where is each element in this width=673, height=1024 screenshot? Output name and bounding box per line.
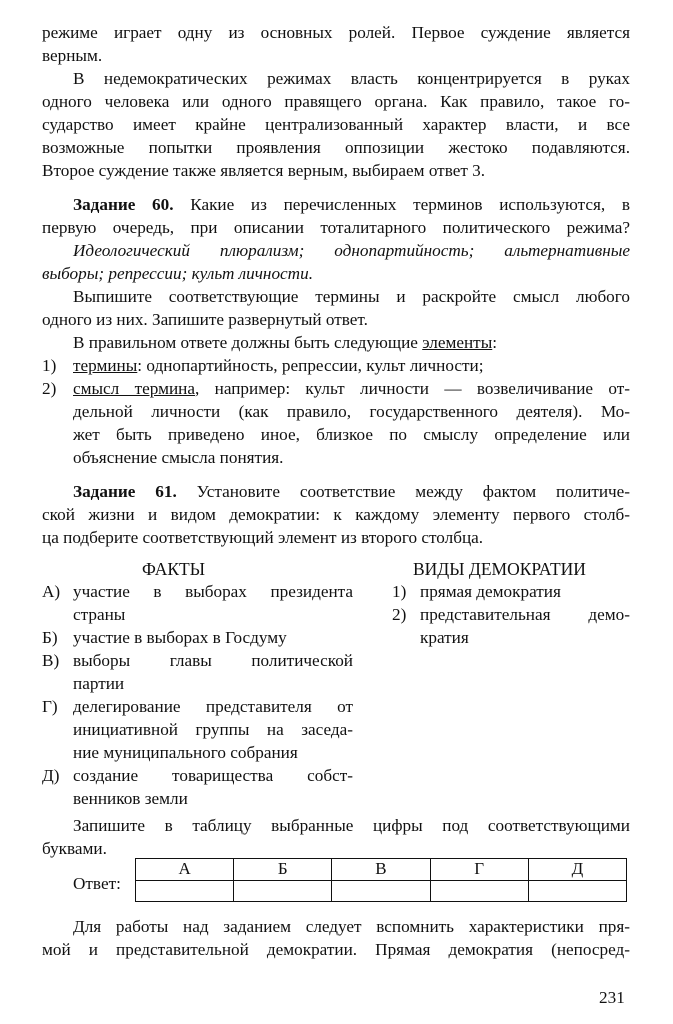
- text-line: одного человека или одного правящего органа. Как правило, такое го-: [42, 92, 630, 111]
- text-line: первую очередь, при описании тоталитарного политического режима?: [42, 218, 630, 237]
- task-61-question-line: Задание 61. Установите соответствие между фактом политиче-: [73, 482, 631, 501]
- task-61-label: Задание 61.: [73, 482, 177, 501]
- terms-line: выборы; репрессии; культ личности.: [42, 264, 313, 283]
- fact-text: участие в выборах президента: [73, 582, 353, 601]
- type-text: кратия: [420, 628, 469, 647]
- fact-letter: А): [42, 582, 61, 601]
- answer-table: [135, 858, 627, 902]
- text-line: режиме играет одну из основных ролей. Первое суждение является: [42, 23, 630, 42]
- task-60-question-line: Задание 60. Какие из перечисленных терминов используются, в: [73, 195, 630, 214]
- fact-text: ние муниципального собрания: [73, 743, 298, 762]
- answer-header-cell: Г: [430, 859, 528, 881]
- text-line: одного из них. Запишите развернутый ответ.: [42, 310, 368, 329]
- text-line: верным.: [42, 46, 103, 65]
- list-item: термины: однопартийность, репрессии, культ личности;: [73, 356, 484, 375]
- list-item: смысл термина, например: культ личности — возвеличивание от-: [73, 379, 630, 398]
- text-line: Второе суждение также является верным, выбираем ответ 3.: [42, 161, 486, 180]
- answer-cell[interactable]: [234, 880, 332, 902]
- fact-text: участие в выборах в Госдуму: [73, 628, 287, 647]
- elements-line: В правильном ответе должны быть следующие элементы:: [73, 333, 498, 352]
- fact-letter: Г): [42, 697, 58, 716]
- fact-letter: Б): [42, 628, 58, 647]
- list-number: 2): [42, 379, 57, 398]
- type-number: 1): [392, 582, 407, 601]
- fact-text: партии: [73, 674, 125, 693]
- text-line: дельной личности (как правило, государственного деятеля). Мо-: [73, 402, 630, 421]
- task-60-label: Задание 60.: [73, 195, 174, 214]
- text-line: мой и представительной демократии. Прямая демократия (непосред-: [42, 940, 630, 959]
- text-line: Выпишите соответствующие термины и раскройте смысл любого: [73, 287, 630, 306]
- facts-header: ФАКТЫ: [142, 559, 205, 579]
- text-line: сударство имеет крайне централизованный характер власти, и все: [42, 115, 630, 134]
- answer-cell[interactable]: [332, 880, 430, 902]
- text-line: жет быть приведено иное, близкое по смыслу определение или: [73, 425, 630, 444]
- text-line: ской жизни и видом демократии: к каждому элементу первого столб-: [42, 505, 630, 524]
- fact-letter: В): [42, 651, 60, 670]
- fact-text: делегирование представителя от: [73, 697, 353, 716]
- text-line: Запишите в таблицу выбранные цифры под соответствующими: [73, 816, 630, 835]
- democracy-types-header: ВИДЫ ДЕМОКРАТИИ: [413, 559, 586, 579]
- page-number: 231: [599, 988, 625, 1007]
- fact-text: создание товарищества собст-: [73, 766, 353, 785]
- type-text: прямая демократия: [420, 582, 561, 601]
- fact-text: инициативной группы на заседа-: [73, 720, 353, 739]
- answer-header-cell: Д: [528, 859, 626, 881]
- text-line: объяснение смысла понятия.: [73, 448, 284, 467]
- answer-cell[interactable]: [430, 880, 528, 902]
- type-number: 2): [392, 605, 407, 624]
- fact-letter: Д): [42, 766, 60, 785]
- answer-cell[interactable]: [528, 880, 626, 902]
- text-line: В недемократических режимах власть концентрируется в руках: [73, 69, 630, 88]
- answer-cell[interactable]: [136, 880, 234, 902]
- terms-line: Идеологический плюрализм; однопартийность; альтернативные: [73, 241, 630, 260]
- fact-text: страны: [73, 605, 126, 624]
- answer-header-cell: А: [136, 859, 234, 881]
- list-number: 1): [42, 356, 57, 375]
- text-line: буквами.: [42, 839, 107, 858]
- type-text: представительная демо-: [420, 605, 630, 624]
- fact-text: выборы главы политической: [73, 651, 353, 670]
- text-line: возможные попытки проявления оппозиции жестоко подавляются.: [42, 138, 630, 157]
- text-line: Для работы над заданием следует вспомнить характеристики пря-: [73, 917, 630, 936]
- fact-text: венников земли: [73, 789, 188, 808]
- answer-label: Ответ:: [73, 874, 121, 893]
- answer-header-cell: Б: [234, 859, 332, 881]
- answer-header-cell: В: [332, 859, 430, 881]
- text-line: ца подберите соответствующий элемент из второго столбца.: [42, 528, 484, 547]
